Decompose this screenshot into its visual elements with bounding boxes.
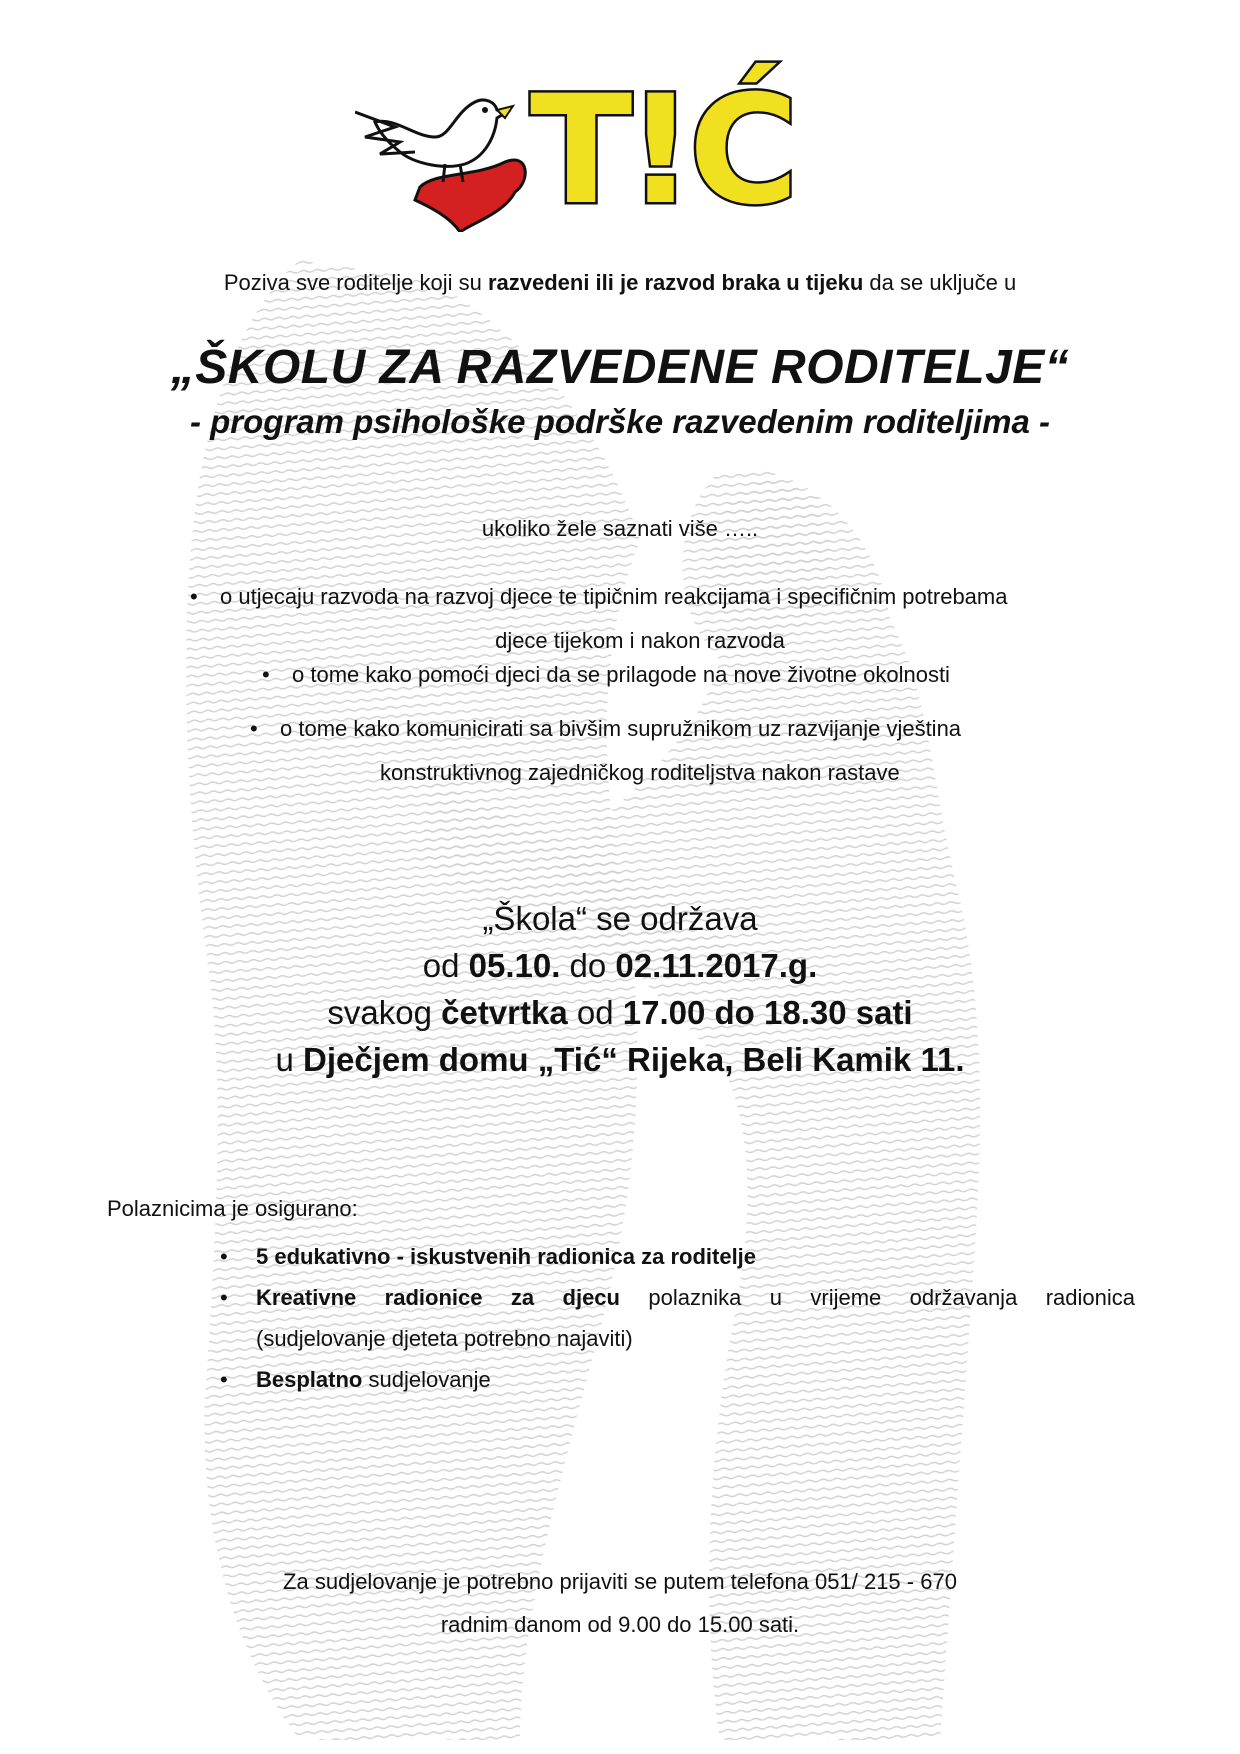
- topic-1-line2: djece tijekom i nakon razvoda: [495, 628, 785, 653]
- bullet-icon: •: [262, 662, 270, 687]
- schedule-svakog: svakog: [327, 994, 442, 1031]
- schedule-time: [0, 989, 1240, 1036]
- logo-wordmark: T!Ć: [530, 64, 793, 238]
- schedule-do: do: [560, 947, 616, 984]
- schedule-line1: „Škola“ se održava: [482, 900, 758, 937]
- bullet-icon: •: [220, 1367, 228, 1392]
- invite-bold: razvedeni ili je razvod braka u tijeku: [487, 270, 864, 295]
- schedule-time-od: od: [567, 994, 623, 1031]
- schedule-u: u: [275, 1041, 304, 1078]
- tic-logo: [355, 64, 875, 252]
- topic-3-line1: o tome kako komunicirati sa bivšim supružnikom uz razvijanje vještina: [280, 716, 962, 741]
- schedule-dates: [0, 942, 1240, 989]
- venue: Dječjem domu „Tić“ Rijeka, Beli Kamik 11.: [303, 1041, 965, 1078]
- bullet-icon: •: [250, 716, 258, 741]
- footer-line2: radnim danom od 9.00 do 15.00 sati.: [440, 1612, 800, 1637]
- dove-on-heart-icon: [355, 82, 535, 232]
- provided-item-1-text: 5 edukativno - iskustvenih radionica za roditelje: [256, 1244, 757, 1269]
- provided-item-2-line1: [256, 1277, 1135, 1318]
- schedule-block: [0, 895, 1240, 1083]
- provided-item-2: [220, 1277, 1135, 1359]
- bullet-icon: •: [220, 1244, 228, 1269]
- intro-text: ukoliko žele saznati više …..: [481, 516, 759, 541]
- schedule-day: četvrtka: [441, 994, 568, 1031]
- page-subtitle: - program psihološke podrške razvedenim roditeljima -: [189, 403, 1051, 440]
- page-title: „ŠKOLU ZA RAZVEDENE RODITELJE“: [170, 341, 1070, 394]
- provided-item-3: [220, 1359, 1135, 1400]
- provided-item-1: [220, 1236, 1135, 1277]
- date-from: 05.10.: [468, 947, 561, 984]
- invite-text: [0, 270, 1240, 296]
- schedule-od: od: [422, 947, 469, 984]
- footer-line1: Za sudjelovanje je potrebno prijaviti se putem telefona 051/ 215 - 670: [283, 1569, 957, 1594]
- schedule-venue: [0, 1036, 1240, 1083]
- topic-1-line1: o utjecaju razvoda na razvoj djece te tipičnim reakcijama i specifičnim potrebama: [220, 584, 1008, 609]
- topic-3-line2: konstruktivnog zajedničkog roditeljstva nakon rastave: [380, 760, 900, 785]
- invite-part2: da se uključe u: [863, 270, 1017, 295]
- provided-item-2-bold: Kreativne radionice za djecu: [256, 1285, 620, 1310]
- schedule-hours: 17.00 do 18.30 sati: [622, 994, 913, 1031]
- topic-item-1: [190, 575, 1140, 663]
- bullet-icon: •: [190, 584, 198, 609]
- provided-list: [220, 1236, 1135, 1400]
- provided-item-3-bold: Besplatno: [256, 1367, 363, 1392]
- topic-2-line1: o tome kako pomoći djeci da se prilagode na nove životne okolnosti: [292, 662, 950, 687]
- provided-item-3-rest: sudjelovanje: [362, 1367, 491, 1392]
- date-to: 02.11.2017.g.: [615, 947, 818, 984]
- provided-item-2-line2: (sudjelovanje djeteta potrebno najaviti): [256, 1326, 633, 1351]
- provided-item-2-rest: polaznika u vrijeme održavanja radionica: [619, 1285, 1135, 1310]
- contact-footer: [0, 1560, 1240, 1646]
- provided-label: Polaznicima je osigurano:: [107, 1196, 358, 1221]
- topic-item-3: [250, 707, 1130, 795]
- topic-item-2: [262, 662, 1122, 688]
- invite-part1: Poziva sve roditelje koji su: [223, 270, 488, 295]
- bullet-icon: •: [220, 1285, 228, 1310]
